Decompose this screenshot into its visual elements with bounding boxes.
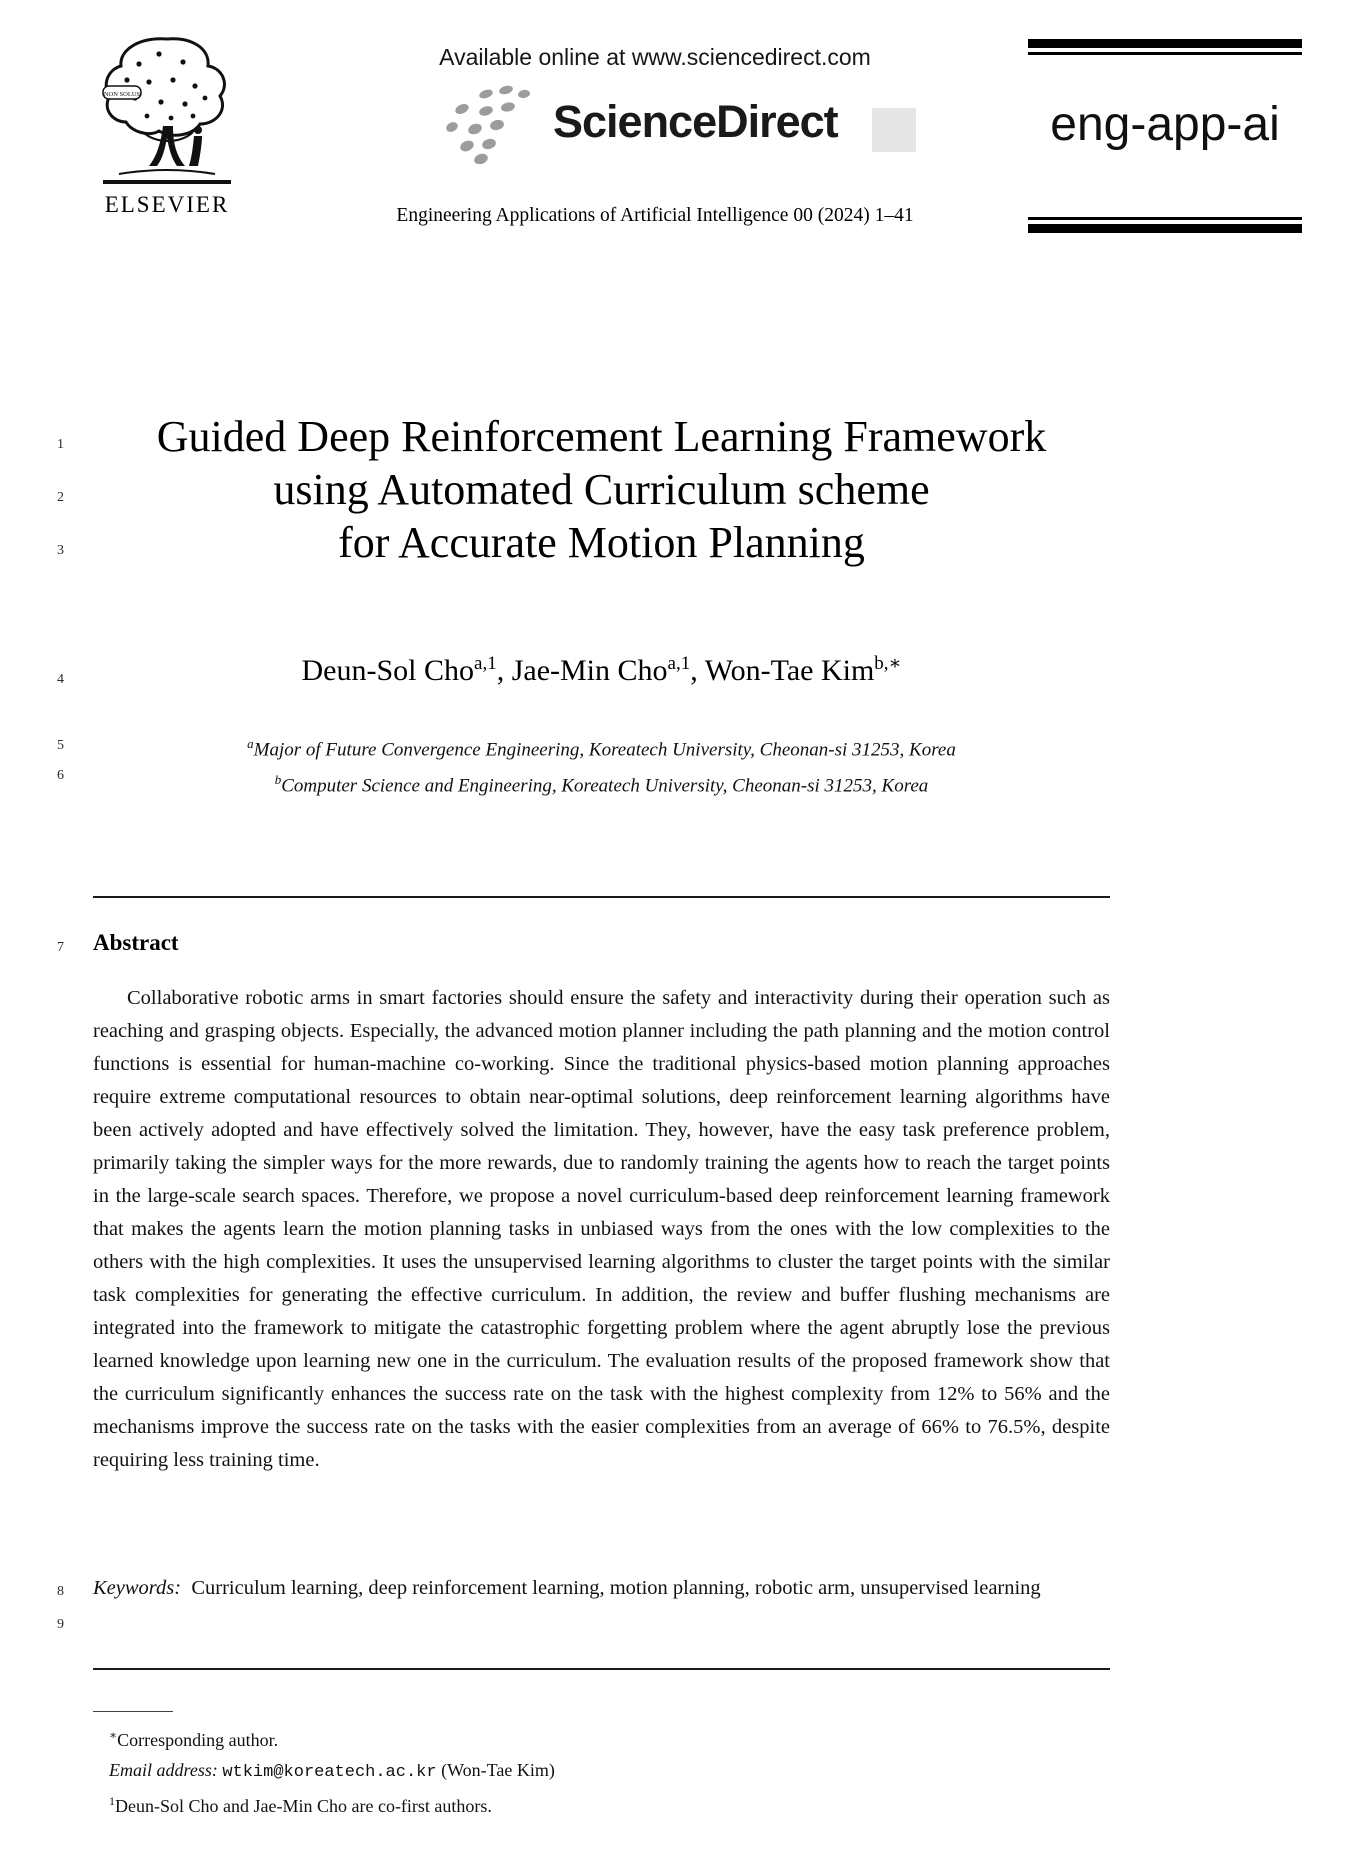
journal-abbrev-label: eng-app-ai [1050, 98, 1280, 151]
affiliation-a: $^a$Major of Future Convergence Engineering, Koreatech University, Cheonan-si 31253, Korea [247, 736, 956, 761]
available-online-text: Available online at www.sciencedirect.com [439, 44, 871, 70]
author-affil-marker: b,∗ [874, 653, 902, 674]
abstract-heading: Abstract [93, 930, 179, 955]
email-suffix: (Won-Tae Kim) [436, 1759, 555, 1780]
footnote-marker: 1 [109, 1794, 115, 1808]
email-label: Email address: [109, 1759, 218, 1780]
title-line-2: using Automated Curriculum scheme [273, 465, 930, 514]
rule-thick-top [1028, 39, 1302, 48]
elsevier-tree-icon [92, 36, 242, 188]
margin-line-number: 7 [57, 940, 64, 955]
abstract-paragraph: Collaborative robotic arms in smart factories should ensure the safety and interactivity during their operation such as reaching and grasping objects. Especially, the advanced motion planner including the path planning and the motion control functions is essential for human-machine co-working. Since the traditional physics-based motion planning approaches require extreme computational resources to obtain near-optimal solutions, deep reinforcement learning algorithms have been actively adopted and have effectively solved the limitation. They, however, have the easy task preference problem, primarily taking the simpler ways for the more rewards, due to randomly training the agents how to reach the target points in the large-scale search spaces. Therefore, we propose a novel curriculum-based deep reinforcement learning framework that makes the agents learn the motion planning tasks in unbiased ways from the ones with the low complexities to the others with the high complexities. It uses the unsupervised learning algorithms to cluster the target points with the similar task complexities for generating the effective curriculum. In addition, the review and buffer flushing mechanisms are integrated into the framework to mitigate the catastrophic forgetting problem where the agent abruptly lose the previous learned knowledge upon learning new one in the curriculum. The evaluation results of the proposed framework show that the curriculum significantly enhances the success rate on the task with the highest complexity from 12% to 56% and the mechanisms improve the success rate on the tasks with the easier complexities from an average of 66% to 76.5%, despite requiring less training time. [93, 987, 1110, 1471]
affiliations [93, 729, 1110, 802]
footnote-corresponding: ∗Corresponding author. [109, 1728, 279, 1750]
margin-line-number: 8 [57, 1584, 64, 1599]
author-name: Jae-Min Cho [511, 654, 668, 687]
sciencedirect-logo [320, 80, 990, 164]
footnote-cofirst: $^1$Deun-Sol Cho and Jae-Min Cho are co-first authors. [109, 1794, 492, 1816]
affiliation-b: $^b$Computer Science and Engineering, Koreatech University, Cheonan-si 31253, Korea [274, 772, 929, 797]
author-byline [93, 652, 1110, 688]
elsevier-logo [92, 36, 242, 218]
sciencedirect-wordmark: ScienceDirect [553, 96, 838, 147]
margin-line-number: 4 [57, 672, 64, 687]
journal-abbrev-box [1028, 39, 1302, 233]
author-separator: , [496, 654, 512, 687]
abstract-body [93, 982, 1110, 1477]
author-name: Won-Tae Kim [704, 654, 875, 687]
journal-citation-line: Engineering Applications of Artificial Intelligence 00 (2024) 1–41 [396, 205, 914, 226]
elsevier-wordmark: ELSEVIER [104, 192, 230, 217]
margin-line-number: 1 [57, 437, 64, 452]
title-line-3: for Accurate Motion Planning [338, 518, 865, 567]
title-line-1: Guided Deep Reinforcement Learning Framework [156, 412, 1047, 461]
footnote-email [93, 1756, 1110, 1788]
keywords-block [93, 1572, 1110, 1605]
sciencedirect-shadow-box [872, 108, 916, 152]
author-name: Deun-Sol Cho [301, 654, 475, 687]
rule-thin-bottom [1028, 217, 1302, 220]
author-affil-marker: a,1 [667, 653, 691, 674]
author-affil-marker: a,1 [474, 653, 497, 674]
email-address[interactable]: wtkim@koreatech.ac.kr [222, 1762, 437, 1782]
margin-line-number: 3 [57, 543, 64, 558]
rule-thick-bottom [1028, 224, 1302, 233]
margin-line-number: 5 [57, 738, 64, 753]
abstract-bottom-rule [93, 1668, 1110, 1670]
margin-line-number: 2 [57, 490, 64, 505]
author-separator: , [690, 654, 705, 687]
sciencedirect-dots-icon [440, 84, 554, 169]
header-center [320, 0, 990, 240]
footnotes [93, 1721, 1110, 1822]
keywords-label: Keywords: [93, 1577, 182, 1599]
elsevier-motto: NON SOLUS [103, 91, 141, 98]
abstract-top-rule [93, 896, 1110, 898]
affiliation-marker: b [274, 772, 282, 788]
margin-line-number: 9 [57, 1617, 64, 1632]
keywords-text: Curriculum learning, deep reinforcement learning, motion planning, robotic arm, unsupervised learning [191, 1577, 1041, 1599]
paper-title [93, 410, 1110, 569]
footnote-rule [93, 1711, 173, 1712]
footnote-marker: ∗ [109, 1728, 118, 1742]
affiliation-marker: a [247, 736, 254, 751]
margin-line-number: 6 [57, 768, 64, 783]
rule-thin-top [1028, 52, 1302, 55]
